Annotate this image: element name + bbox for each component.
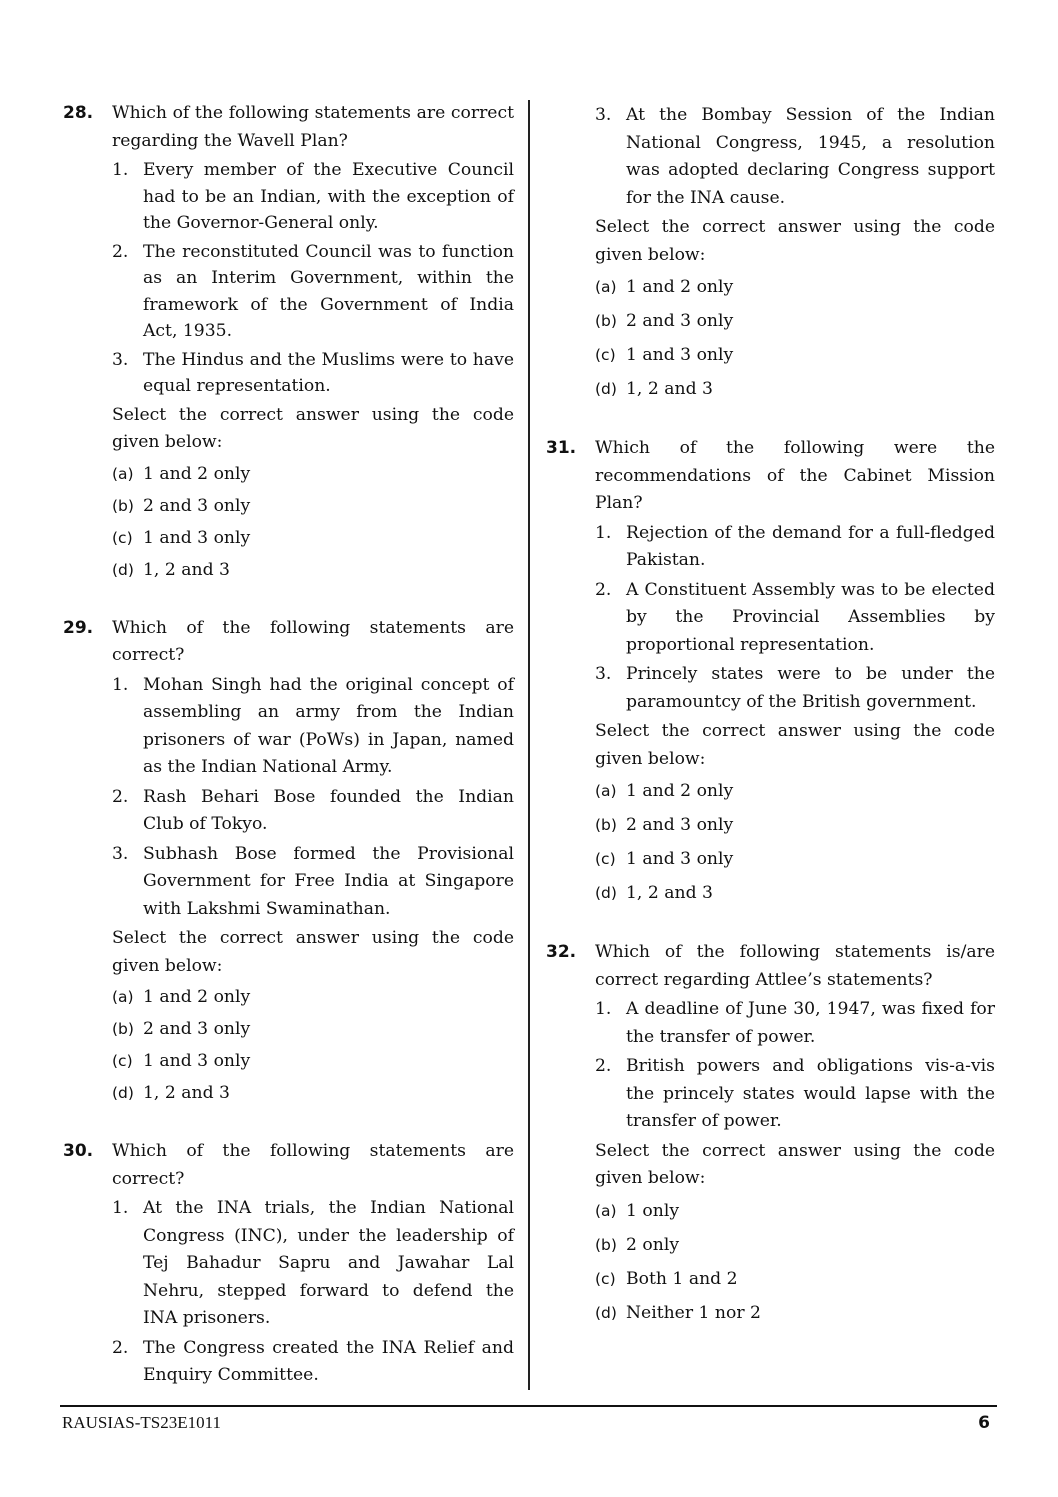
statement-number: 1. <box>595 522 612 543</box>
statement-text: The Congress created the INA Relief and Enquiry Committee. <box>143 1337 514 1385</box>
question-text: Which of the following statements are correct? <box>112 617 514 665</box>
statement <box>595 996 995 1051</box>
option <box>595 843 995 875</box>
question-text: Which of the following statements are correct regarding the Wavell Plan? <box>112 103 514 151</box>
option-text: 1 and 3 only <box>143 1051 251 1071</box>
footer-document-code: RAUSIAS-TS23E1011 <box>62 1413 221 1432</box>
statement-number: 3. <box>595 105 612 125</box>
answer-instruction: Select the correct answer using the code given below: <box>112 928 514 976</box>
option <box>595 1229 995 1261</box>
statement-number: 1. <box>112 160 129 180</box>
statement <box>595 520 995 575</box>
answer-instruction: Select the correct answer using the code given below: <box>595 1140 995 1188</box>
option-text: 1 and 2 only <box>143 987 251 1007</box>
answer-instruction: Select the correct answer using the code given below: <box>595 217 995 265</box>
statement-text: Rejection of the demand for a full-fledged Pakistan. <box>626 522 995 570</box>
statement-number: 2. <box>112 1337 129 1358</box>
option-letter: (c) <box>112 528 133 547</box>
option-text: 2 only <box>626 1234 680 1255</box>
option-text: 2 and 3 only <box>143 1019 251 1039</box>
option <box>595 877 995 909</box>
option-text: Neither 1 nor 2 <box>626 1302 761 1323</box>
statement-text: At the INA trials, the Indian National Congress (INC), under the leadership of Tej Bahadur Sapru and Jawahar Lal Nehru, stepped forward to defend the INA prisoners. <box>143 1198 514 1328</box>
option-letter: (d) <box>595 380 617 398</box>
option-text: 1 and 3 only <box>626 345 734 365</box>
option-text: 1, 2 and 3 <box>143 559 230 580</box>
question-text: Which of the following were the recommendations of the Cabinet Mission Plan? <box>595 438 995 513</box>
statement-text: At the Bombay Session of the Indian National Congress, 1945, a resolution was adopted declaring Congress support for the INA cause. <box>626 105 995 208</box>
option-letter: (a) <box>595 278 617 296</box>
question-29 <box>63 615 514 1109</box>
statement-number: 2. <box>112 241 129 262</box>
option <box>595 305 995 337</box>
option-letter: (a) <box>595 1201 617 1220</box>
option-letter: (b) <box>595 312 617 330</box>
statement <box>595 577 995 660</box>
option-text: 1 and 3 only <box>143 527 251 548</box>
question-number: 29. <box>63 617 94 638</box>
option <box>595 809 995 841</box>
option-text: 1 and 3 only <box>626 849 734 869</box>
left-column <box>63 100 514 1420</box>
option <box>112 1014 514 1044</box>
option <box>112 491 514 521</box>
statement <box>112 347 514 400</box>
statement <box>112 1335 514 1390</box>
option <box>595 339 995 371</box>
option-letter: (c) <box>595 850 616 868</box>
statement-number: 2. <box>595 1056 612 1076</box>
answer-instruction: Select the correct answer using the code given below: <box>112 404 514 452</box>
statement-text: A Constituent Assembly was to be elected by the Provincial Assemblies by proportional representation. <box>626 579 995 655</box>
question-number: 28. <box>63 103 94 123</box>
option <box>112 555 514 585</box>
option <box>595 271 995 303</box>
statement <box>112 1195 514 1333</box>
option <box>595 1195 995 1227</box>
statement-text: Princely states were to be under the paramountcy of the British government. <box>626 664 995 712</box>
option <box>595 775 995 807</box>
statement <box>595 102 995 212</box>
option-letter: (b) <box>595 1235 617 1254</box>
option-text: 1 and 2 only <box>626 781 734 801</box>
option <box>112 1046 514 1076</box>
option <box>595 1263 995 1295</box>
option <box>112 459 514 489</box>
option-letter: (d) <box>112 560 134 579</box>
option-letter: (a) <box>112 464 134 483</box>
question-30 <box>63 1138 514 1390</box>
statement <box>112 841 514 924</box>
statement-number: 1. <box>112 674 129 695</box>
option-letter: (a) <box>595 782 617 800</box>
statement-text: Every member of the Executive Council had to be an Indian, with the exception of the Governor-General only. <box>143 160 514 233</box>
question-text: Which of the following statements is/are correct regarding Attlee’s statements? <box>595 942 995 990</box>
question-text: Which of the following statements are correct? <box>112 1141 514 1189</box>
option-text: 2 and 3 only <box>626 815 734 835</box>
statement-text: A deadline of June 30, 1947, was fixed for the transfer of power. <box>626 999 995 1047</box>
question-30-continued <box>595 102 995 405</box>
question-31 <box>546 435 995 909</box>
question-number: 30. <box>63 1141 94 1161</box>
statement-text: The reconstituted Council was to function as an Interim Government, within the framework of the Government of India Act, 1935. <box>143 241 514 341</box>
option-text: 2 and 3 only <box>143 495 251 516</box>
option-letter: (b) <box>112 1020 134 1038</box>
option <box>112 1078 514 1108</box>
option-letter: (a) <box>112 988 134 1006</box>
option-letter: (b) <box>112 496 134 515</box>
right-column <box>546 100 995 1359</box>
question-28 <box>63 100 514 585</box>
statement <box>595 1053 995 1136</box>
statement-number: 3. <box>112 349 129 370</box>
option-text: Both 1 and 2 <box>626 1268 738 1289</box>
option <box>112 982 514 1012</box>
statement-text: Subhash Bose formed the Provisional Government for Free India at Singapore with Lakshmi Swaminathan. <box>143 843 514 919</box>
statement-text: The Hindus and the Muslims were to have equal representation. <box>143 349 514 396</box>
question-32 <box>546 939 995 1329</box>
option <box>595 1297 995 1329</box>
option-letter: (c) <box>112 1052 133 1070</box>
option-text: 1 and 2 only <box>626 277 734 297</box>
option-letter: (d) <box>595 884 617 902</box>
answer-instruction: Select the correct answer using the code given below: <box>595 721 995 769</box>
statement <box>112 157 514 237</box>
option-text: 1, 2 and 3 <box>143 1083 230 1103</box>
option-letter: (c) <box>595 1269 616 1288</box>
option-text: 1 only <box>626 1200 680 1221</box>
statement-text: Mohan Singh had the original concept of assembling an army from the Indian prisoners of war (PoWs) in Japan, named as the Indian National Army. <box>143 674 514 777</box>
statement <box>112 672 514 782</box>
statement-text: British powers and obligations vis-a-vis the princely states would lapse with the transfer of power. <box>626 1056 995 1131</box>
statement-text: Rash Behari Bose founded the Indian Club of Tokyo. <box>143 786 514 834</box>
column-divider <box>528 100 530 1390</box>
statement-number: 1. <box>595 999 612 1019</box>
option <box>112 523 514 553</box>
option-text: 1, 2 and 3 <box>626 883 713 903</box>
question-number: 31. <box>546 438 577 458</box>
statement <box>112 239 514 345</box>
option-text: 2 and 3 only <box>626 311 734 331</box>
statement <box>112 784 514 839</box>
statement-number: 3. <box>112 843 129 864</box>
option <box>595 373 995 405</box>
page-number: 6 <box>978 1413 990 1433</box>
statement-number: 1. <box>112 1198 129 1218</box>
statement-number: 2. <box>112 786 129 807</box>
footer-rule <box>60 1405 997 1407</box>
statement-number: 3. <box>595 664 612 684</box>
question-number: 32. <box>546 942 577 962</box>
statement <box>595 661 995 716</box>
option-letter: (c) <box>595 346 616 364</box>
option-letter: (d) <box>112 1084 134 1102</box>
option-text: 1 and 2 only <box>143 463 251 484</box>
option-letter: (b) <box>595 816 617 834</box>
option-letter: (d) <box>595 1303 617 1322</box>
statement-number: 2. <box>595 579 612 600</box>
option-text: 1, 2 and 3 <box>626 379 713 399</box>
